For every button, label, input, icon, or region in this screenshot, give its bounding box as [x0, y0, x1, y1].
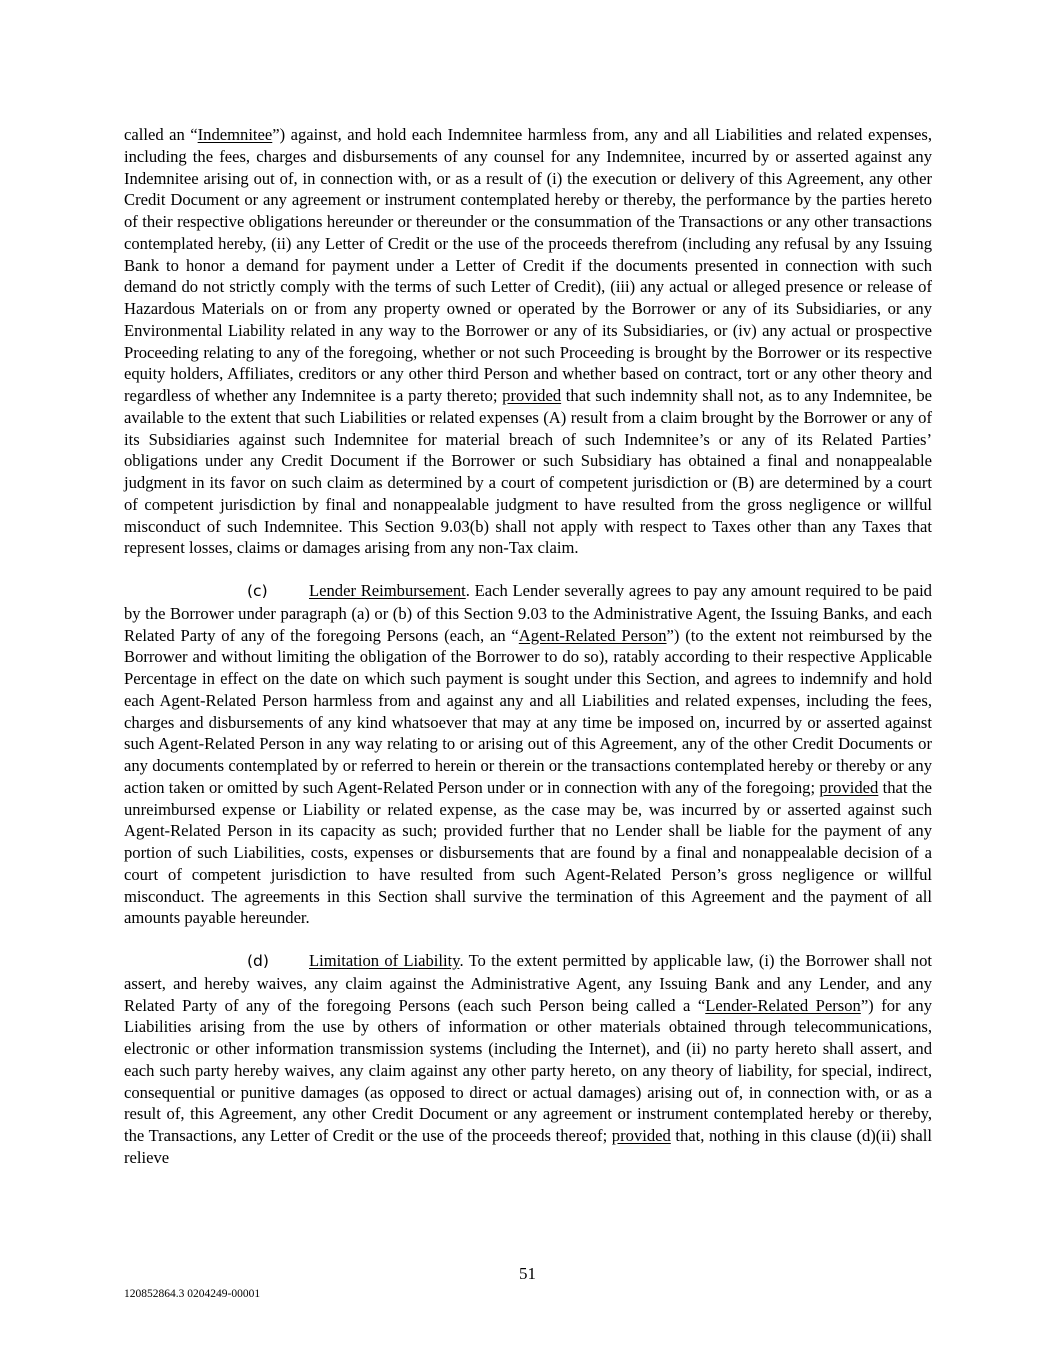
document-body — [124, 124, 932, 1169]
paragraph-d-limitation-of-liability — [124, 950, 932, 1169]
provided-term: provided — [611, 1126, 671, 1145]
section-heading-limitation-of-liability: Limitation of Liability — [309, 951, 460, 970]
provided-term: provided — [502, 386, 562, 405]
text-run: ”) (to the extent not reimbursed by the Borrower and without limiting the obligation of the Borrower to do so), ratably according to their respective Applicable Percentage in effect on the date on which such payment is sought under this Section, and agrees to indemnify and hold each Agent-Related Person harmless from and against any and all Liabilities and related expenses, including the fees, charges and disbursements of any kind whatsoever that may at any time be imposed on, incurred by or asserted against such Agent-Related Person in any way relating to or arising out of this Agreement, any of the other Credit Documents or any documents contemplated by or referred to herein or therein or the transactions contemplated hereby or thereby or any action taken or omitted by such Agent-Related Person under or in connection with any of the foregoing; — [124, 625, 932, 797]
text-run: that the unreimbursed expense or Liability or related expense, as the case may be, was incurred by or asserted against such Agent-Related Person in its capacity as such; provided further that no Lender shall be liable for the payment of any portion of such Liabilities, costs, expenses or disbursements that are found by a final and nonappealable decision of a court of competent jurisdiction to have resulted from such Agent-Related Person’s gross negligence or willful misconduct. The agreements in this Section shall survive the termination of this Agreement and the payment of all amounts payable hereunder. — [124, 777, 932, 928]
text-run: . To the extent permitted by applicable law, (i) the Borrower shall not assert, and hereby waives, any claim against the Administrative Agent, any Issuing Bank and any Lender, and any Related Party of any of the foregoing Persons (each such Person being called a “ — [124, 951, 932, 1015]
text-run: that such indemnity shall not, as to any Indemnitee, be available to the extent that such Liabilities or related expenses (A) result from a claim brought by the Borrower or any of its Subsidiaries against such Indemnitee for material breach of such Indemnitee’s or any of its Related Parties’ obligations under any Credit Document if the Borrower or such Subsidiary has obtained a final and nonappealable judgment in its favor on such claim as determined by a court of competent jurisdiction or (B) are determined by a court of competent jurisdiction by final and nonappealable judgment to have resulted from the gross negligence or willful misconduct of such Indemnitee. This Section 9.03(b) shall not apply with respect to Taxes other than any Taxes that represent losses, claims or damages arising from any non-Tax claim. — [124, 386, 932, 558]
section-heading-lender-reimbursement: Lender Reimbursement — [309, 581, 466, 600]
text-run: . Each Lender severally agrees to pay any amount required to be paid by the Borrower under paragraph (a) or (b) of this Section 9.03 to the Administrative Agent, the Issuing Banks, and each Related Party of any of the foregoing Persons (each, an “ — [124, 581, 932, 645]
paragraph-c-lender-reimbursement — [124, 580, 932, 929]
defined-term-indemnitee: Indemnitee — [197, 125, 273, 144]
page-number: 51 — [519, 1264, 536, 1283]
defined-term-lender-related-person: Lender-Related Person — [705, 995, 861, 1015]
section-marker-d: (d) — [247, 952, 269, 970]
text-run: ”) for any Liabilities arising from the use by others of information or other materials obtained through telecommunications, electronic or other information transmission systems (including the Internet), and (ii) no party hereto shall assert, and each such party hereby waives, any claim against any other party hereto, on any theory of liability, for special, indirect, consequential or punitive damages (as opposed to direct or actual damages) arising out of, in connection with, or as a result of, this Agreement, any other Credit Document or any agreement or instrument contemplated hereby or thereby, the Transactions, any Letter of Credit or the use of the proceeds thereof; — [124, 995, 932, 1145]
paragraph-b-continuation — [124, 124, 932, 559]
text-run: that, nothing in this clause (d)(ii) shall relieve — [124, 1126, 932, 1167]
text-run: called an “ — [124, 125, 198, 144]
defined-term-agent-related-person: Agent-Related Person — [518, 625, 667, 645]
provided-term: provided — [819, 777, 879, 797]
document-id: 120852864.3 0204249-00001 — [124, 1288, 261, 1300]
text-run: ”) against, and hold each Indemnitee harmless from, any and all Liabilities and related expenses, including the fees, charges and disbursements of any counsel for any Indemnitee, incurred by or asserted against any Indemnitee arising out of, in connection with, or as a result of (i) the execution or delivery of this Agreement, any other Credit Document or any agreement or instrument contemplated hereby or thereby, the performance by the parties hereto of their respective obligations hereunder or thereunder or the consummation of the Transactions or any other transactions contemplated hereby, (ii) any Letter of Credit or the use of the proceeds therefrom (including any refusal by any Issuing Bank to honor a demand for payment under a Letter of Credit if the documents presented in connection with such demand do not strictly comply with the terms of such Letter of Credit), (iii) any actual or alleged presence or release of Hazardous Materials on or from any property owned or operated by the Borrower or any of its Subsidiaries, or any Environmental Liability related in any way to the Borrower or any of its Subsidiaries, or (iv) any actual or prospective Proceeding relating to any of the foregoing, whether or not such Proceeding is brought by the Borrower or its respective equity holders, Affiliates, creditors or any other third Person and whether based on contract, tort or any other theory and regardless of whether any Indemnitee is a party thereto; — [124, 125, 932, 405]
section-marker-c: (c) — [247, 582, 268, 600]
